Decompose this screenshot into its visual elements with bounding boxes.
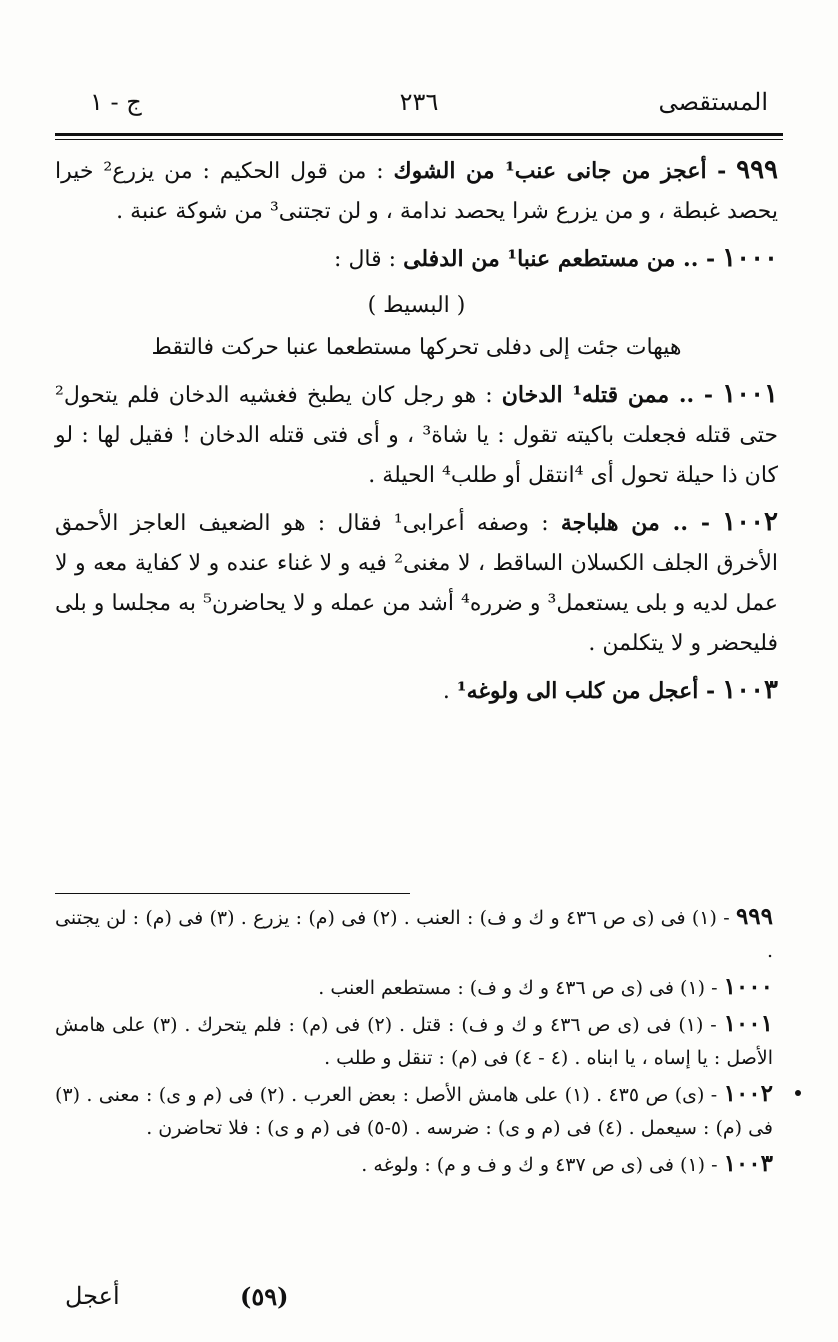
- footnote: [55, 970, 773, 1005]
- proverb-entry: [55, 670, 778, 712]
- footnotes: [55, 900, 773, 1184]
- proverb-heading: - .. من هلباجة: [560, 510, 710, 536]
- poem-verse: هيهات جئت إلى دفلى تحركها مستطعما عنبا حركت فالتقط: [151, 335, 682, 360]
- footnote-text: - (١) فى (ى ص ٤٣٦ و ك و ف) : قتل . (٢) فى (م) : فلم يتحرك . (٣) على هامش الأصل : يا إساه ، يا ابناه . (٤ - ٤) فى (م) : تنقل و طلب .: [55, 1014, 773, 1069]
- footnote-number: ١٠٠٢: [723, 1080, 774, 1107]
- footnote: [55, 1077, 773, 1145]
- header-rule: [55, 133, 783, 136]
- proverb-text: : قال :: [334, 247, 397, 272]
- footnote-number: ٩٩٩: [735, 903, 773, 930]
- page-number: ٢٣٦: [399, 88, 439, 116]
- signature-mark: (٥٩): [240, 1282, 289, 1311]
- footnote-number: ١٠٠١: [723, 1010, 773, 1037]
- footnote-text: - (١) فى (ى ص ٤٣٧ و ك و ف و م) : ولوغه .: [361, 1154, 718, 1176]
- proverb-entry: [55, 238, 778, 280]
- proverb-text: : هو رجل كان يطبخ فغشيه الدخان فلم يتحول² حتى قتله فجعلت باكيته تقول : يا شاة³ ، و أى فتى قتله الدخان ! فقيل لها : لو كان ذا حيلة تحول أى ⁴انتقل أو طلب⁴ الحيلة .: [55, 383, 779, 488]
- entry-number: ١٠٠٠: [722, 243, 778, 273]
- entry-number: ١٠٠٢: [722, 507, 779, 537]
- proverb-heading: - أعجل من كلب الى ولوغه¹: [456, 678, 716, 704]
- footnote-number: ١٠٠٣: [723, 1150, 773, 1177]
- proverb-heading: - .. من مستطعم عنبا¹ من الدفلى: [403, 246, 716, 272]
- entry-number: ٩٩٩: [736, 155, 779, 185]
- proverb-heading: - أعجز من جانى عنب¹ من الشوك: [393, 158, 727, 184]
- catchword: أعجل: [65, 1282, 120, 1310]
- entry-number: ١٠٠٣: [722, 675, 778, 705]
- proverb-text: : من قول الحكيم : من يزرع² خيرا يحصد غبطة ، و من يزرع شرا يحصد ندامة ، و لن تجتنى³ من شوكة عنبة .: [55, 159, 778, 224]
- proverb-entry: [55, 374, 778, 496]
- book-title: المستقصى: [658, 88, 768, 116]
- footnote: [55, 1147, 773, 1182]
- entry-number: ١٠٠١: [722, 379, 778, 409]
- proverb-entry: [55, 502, 778, 664]
- footnote-text: - (١) فى (ى ص ٤٣٦ و ك و ف) : مستطعم العنب .: [318, 977, 718, 999]
- proverb-heading: - .. ممن قتله¹ الدخان: [501, 382, 714, 408]
- footnote: [55, 1007, 773, 1075]
- footnote-text: - (ى) ص ٤٣٥ . (١) على هامش الأصل : بعض العرب . (٢) فى (م و ى) : معنى . (٣) فى (م) : سيعمل . (٤) فى (م و ى) : ضرسه . (٥-٥) فى (م و ى) : فلا تحاضرن .: [55, 1084, 773, 1139]
- footnote-text: - (١) فى (ى ص ٤٣٦ و ك و ف) : العنب . (٢) فى (م) : يزرع . (٣) فى (م) : لن يجتنى .: [55, 907, 773, 962]
- volume-label: ج - ١: [90, 88, 142, 116]
- poem-meter: ( البسيط ): [367, 293, 466, 318]
- page-footer: [55, 1282, 783, 1322]
- footnote-separator: [55, 893, 410, 894]
- footnote-number: ١٠٠٠: [723, 973, 773, 1000]
- margin-mark: [795, 1090, 801, 1096]
- proverb-entry: [55, 150, 778, 232]
- proverb-text: .: [442, 679, 450, 704]
- main-text: [55, 150, 778, 718]
- header-rule-thin: [55, 139, 783, 140]
- footnote: [55, 900, 773, 968]
- proverb-text: : وصفه أعرابى¹ فقال : هو الضعيف العاجز الأحمق الأخرق الجلف الكسلان الساقط ، لا مغنى² فيه و لا غناء عنده و لا كفاية معه و لا عمل لديه و بلى يستعمل³ و ضرره⁴ أشد من عمله و لا يحاضرن⁵ به مجلسا و بلى فليحضر و لا يتكلمن .: [55, 511, 778, 656]
- page-header: [60, 88, 778, 128]
